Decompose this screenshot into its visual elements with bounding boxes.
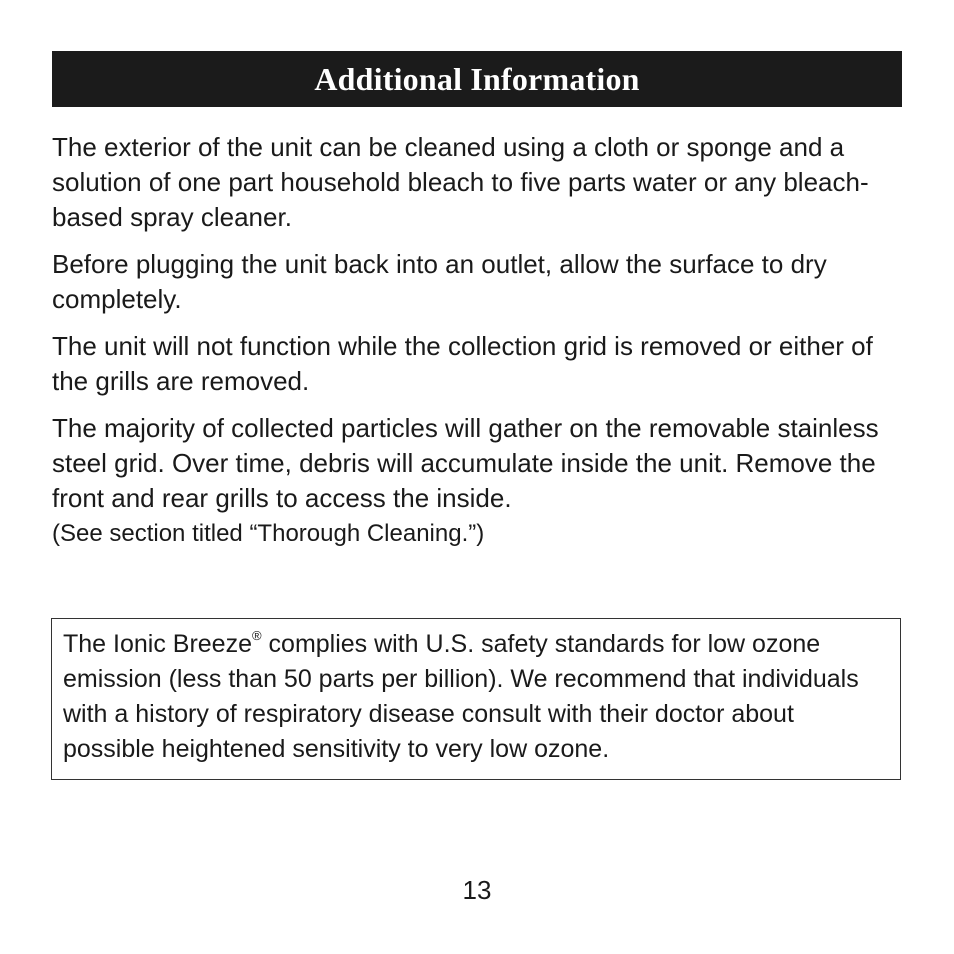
- ozone-notice-box: [51, 618, 901, 780]
- paragraph-particles: [52, 411, 912, 551]
- page-number: 13: [462, 875, 492, 905]
- paragraph-function: The unit will not function while the collection grid is removed or either of the grills are removed.: [52, 331, 873, 396]
- registered-trademark-mark: ®: [252, 628, 262, 643]
- paragraph-cleaning: The exterior of the unit can be cleaned using a cloth or sponge and a solution of one part household bleach to five parts water or any bleach-based spray cleaner.: [52, 132, 869, 232]
- paragraph-drying: Before plugging the unit back into an outlet, allow the surface to dry completely.: [52, 249, 827, 314]
- paragraph-particles-text: The majority of collected particles will gather on the removable stainless steel grid. Over time, debris will accumulate inside the unit. Remove the front and rear grills to access the inside.: [52, 413, 879, 513]
- notice-text-rest: complies with U.S. safety standards for low ozone emission (less than 50 parts per billion). We recommend that individuals with a history of respiratory disease consult with their doctor about possible heightened sensitivity to very low ozone.: [63, 630, 859, 763]
- ozone-notice-text: [63, 627, 890, 767]
- notice-text-start: The Ionic Breeze: [63, 630, 252, 658]
- section-title: Additional Information: [314, 60, 640, 97]
- section-header-bar: [52, 51, 902, 107]
- see-section-note: (See section titled “Thorough Cleaning.”): [52, 520, 485, 547]
- body-text: [52, 130, 912, 563]
